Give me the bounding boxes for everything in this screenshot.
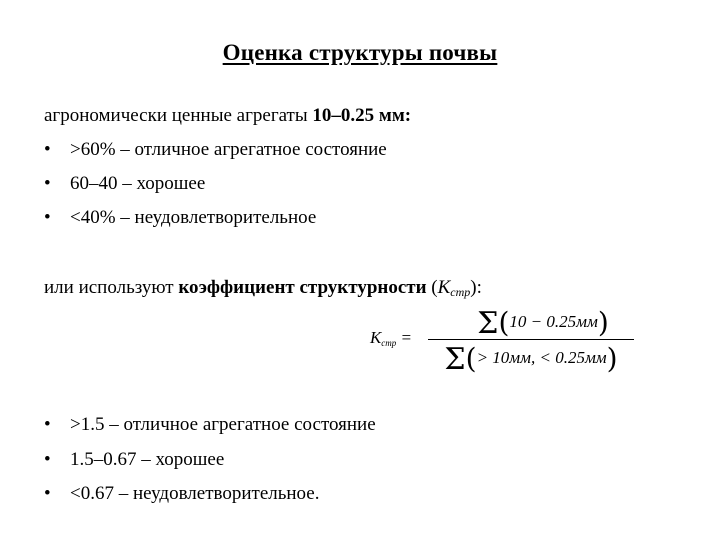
paren-left-icon: ( bbox=[465, 342, 477, 375]
bullet-item bbox=[44, 138, 387, 162]
sigma-icon: Σ bbox=[477, 306, 499, 341]
bullet-icon: • bbox=[44, 173, 51, 194]
bullet-icon: • bbox=[44, 414, 51, 435]
paren-close: ): bbox=[470, 277, 482, 298]
denominator-text: > 10мм, < 0.25мм bbox=[476, 348, 607, 367]
bullet-icon: • bbox=[44, 207, 51, 228]
paren-open: ( bbox=[426, 277, 438, 298]
bullet-text: >1.5 – отличное агрегатное состояние bbox=[70, 414, 376, 435]
intro-text: агрономически ценные агрегаты bbox=[44, 105, 313, 126]
coefficient-intro-text: или используют bbox=[44, 277, 179, 298]
formula-denominator bbox=[428, 342, 634, 377]
formula-numerator bbox=[448, 306, 638, 341]
slide-title: Оценка структуры почвы bbox=[222, 40, 498, 65]
fraction-bar bbox=[428, 339, 634, 340]
bullet-text: <40% – неудовлетворительное bbox=[70, 207, 317, 228]
paren-right-icon: ) bbox=[597, 306, 609, 339]
bullet-text: 1.5–0.67 – хорошее bbox=[70, 449, 225, 470]
formula-lhs-subscript: стр bbox=[381, 338, 397, 348]
formula-lhs bbox=[370, 328, 412, 348]
sigma-icon: Σ bbox=[444, 342, 466, 377]
structure-coefficient-formula bbox=[370, 306, 640, 377]
intro-bold-range: 10–0.25 мм: bbox=[312, 105, 412, 126]
coefficient-symbol: К bbox=[437, 277, 451, 298]
bullet-text: <0.67 – неудовлетворительное. bbox=[70, 483, 320, 504]
formula-lhs-symbol: К bbox=[370, 328, 382, 347]
bullet-icon: • bbox=[44, 139, 51, 160]
bullet-icon: • bbox=[44, 483, 51, 504]
coefficient-term: коэффициент структурности bbox=[178, 277, 427, 298]
intro-line bbox=[44, 104, 411, 128]
paren-left-icon: ( bbox=[498, 306, 510, 339]
paren-right-icon: ) bbox=[606, 342, 618, 375]
bullet-item bbox=[44, 172, 205, 196]
numerator-text: 10 − 0.25мм bbox=[509, 312, 598, 331]
bullet-item bbox=[44, 448, 224, 472]
bullet-item bbox=[44, 413, 376, 437]
bullet-item bbox=[44, 482, 319, 506]
formula-equals: = bbox=[396, 328, 413, 347]
bullet-icon: • bbox=[44, 449, 51, 470]
bullet-text: 60–40 – хорошее bbox=[70, 173, 206, 194]
bullet-text: >60% – отличное агрегатное состояние bbox=[70, 139, 387, 160]
coefficient-line bbox=[44, 276, 482, 304]
coefficient-symbol-subscript: стр bbox=[450, 285, 471, 299]
bullet-item bbox=[44, 206, 316, 230]
